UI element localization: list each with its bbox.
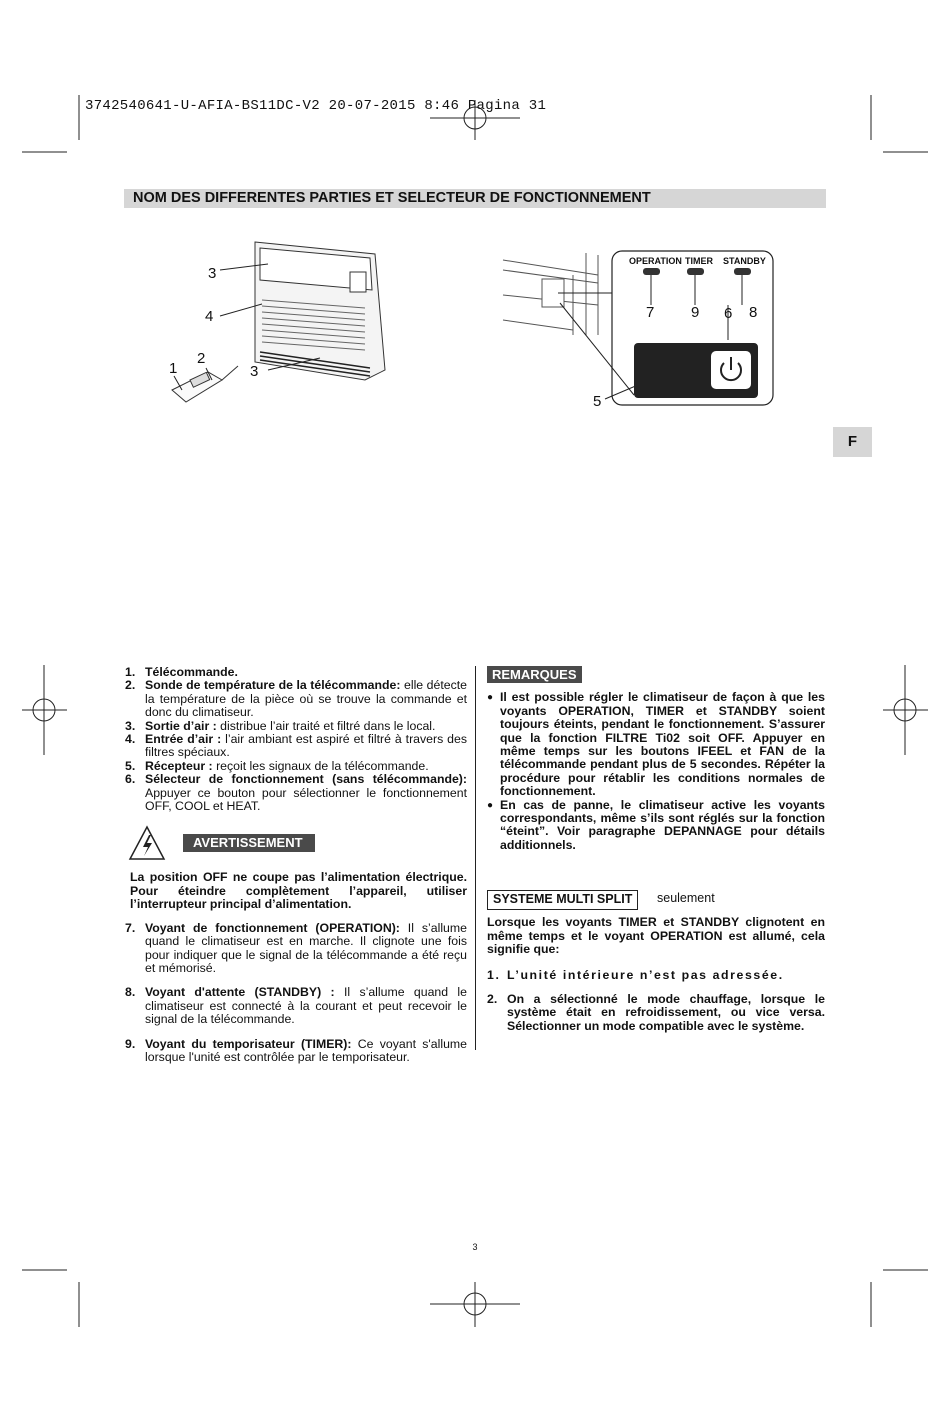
callout-1: 1 [169,360,178,377]
multi-split-list [487,969,825,1034]
indicators-list [125,922,467,1065]
section-title: NOM DES DIFFERENTES PARTIES ET SELECTEUR DE FONCTIONNEMENT [124,189,826,208]
callout-7: 7 [646,304,655,321]
list-item: 8. Voyant d'attente (STANDBY) : Il s’allume quand le climatiseur est connecté à la courant et peut recevoir le signal de la télécommande. [125,985,467,1027]
multi-split-label: SYSTEME MULTI SPLIT [487,890,638,909]
callout-9: 9 [691,304,700,321]
list-item: 9. Voyant du temporisateur (TIMER): Ce voyant s'allume lorsque l'unité est contrôlée par le temporisateur. [125,1036,467,1064]
language-tab: F [833,427,872,457]
remarks-badge: REMARQUES [487,666,582,683]
warning-header [125,825,467,865]
control-panel-illustration [498,245,788,410]
right-column [487,666,825,1033]
callout-5: 5 [593,393,602,410]
timer-indicator-label: TIMER [685,256,713,266]
unit-illustration [160,230,400,415]
callout-8: 8 [749,304,758,321]
list-item: 3. Sortie d’air : distribue l’air traité et filtré dans le local. [125,718,436,733]
callout-3-bottom: 3 [250,363,259,380]
list-item: 7. Voyant de fonctionnement (OPERATION): Il s’allume quand le climatiseur est en marche. Il clignote une fois pour indiquer que le signal de la télécommande a été reçu et mémorisé. [125,920,467,975]
multi-split-suffix: seulement [657,891,715,906]
page-number: 3 [472,1242,478,1252]
list-item: 5. Récepteur : reçoit les signaux de la télécommande. [125,758,429,773]
list-item: 4. Entrée d’air : l’air ambiant est aspiré et filtré à travers des filtres spéciaux. [125,732,467,760]
callout-3-top: 3 [208,265,217,282]
standby-indicator-label: STANDBY [723,256,766,266]
list-item: ● En cas de panne, le climatiseur active les voyants correspondants, même s’ils sont réglés sur la fonction “éteint”. Voir paragraphe DEPANNAGE pour détails additionnels. [487,799,825,853]
column-divider [475,666,476,1050]
list-item: 2. On a sélectionné le mode chauffage, lorsque le système était en refroidissement, ou vice versa. Sélectionner un mode compatible avec le système. [487,991,825,1033]
multi-split-header [487,890,825,910]
list-item: 2. Sonde de température de la télécommande: elle détecte la température de la pièce où se trouve la commande et donc du climatiseur. [125,678,468,720]
multi-split-intro: Lorsque les voyants TIMER et STANDBY clignotent en même temps et le voyant OPERATION est allumé, cela signifie que: [487,915,825,957]
list-item: 1. L’unité intérieure n’est pas adressée. [487,967,784,982]
callout-6: 6 [724,305,733,322]
remarks-list [487,691,825,852]
list-item: 1. Télécommande. [125,665,238,679]
callout-2: 2 [197,350,206,367]
warning-text: La position OFF ne coupe pas l’alimentation électrique. Pour éteindre complètement l’appareil, utiliser l’interrupteur principal d’alimentation. [130,870,467,912]
operation-indicator-label: OPERATION [629,256,682,266]
electric-hazard-icon [128,825,166,861]
parts-list [125,666,467,813]
warning-badge: AVERTISSEMENT [183,834,315,851]
print-header: 3742540641-U-AFIA-BS11DC-V2 20-07-2015 8:46 Pagina 31 [85,98,547,114]
left-column [125,666,467,1064]
callout-4: 4 [205,308,214,325]
list-item: 6. Sélecteur de fonctionnement (sans télécommande): Appuyer ce bouton pour sélectionner le fonctionnement OFF, COOL et HEAT. [125,772,467,814]
list-item: ● Il est possible régler le climatiseur de façon à que les voyants OPERATION, TIMER et STANDBY soient toujours éteints, pendant le fonctionnement. S’assurer que la fonction FILTRE Ti02 soit OFF. Appuyer en même temps sur les boutons IFEEL et FAN de la télécommande pendant plus de 5 secondes. Répéter la procédure pour rétablir les conditions normales de fonctionnement. [487,691,825,798]
